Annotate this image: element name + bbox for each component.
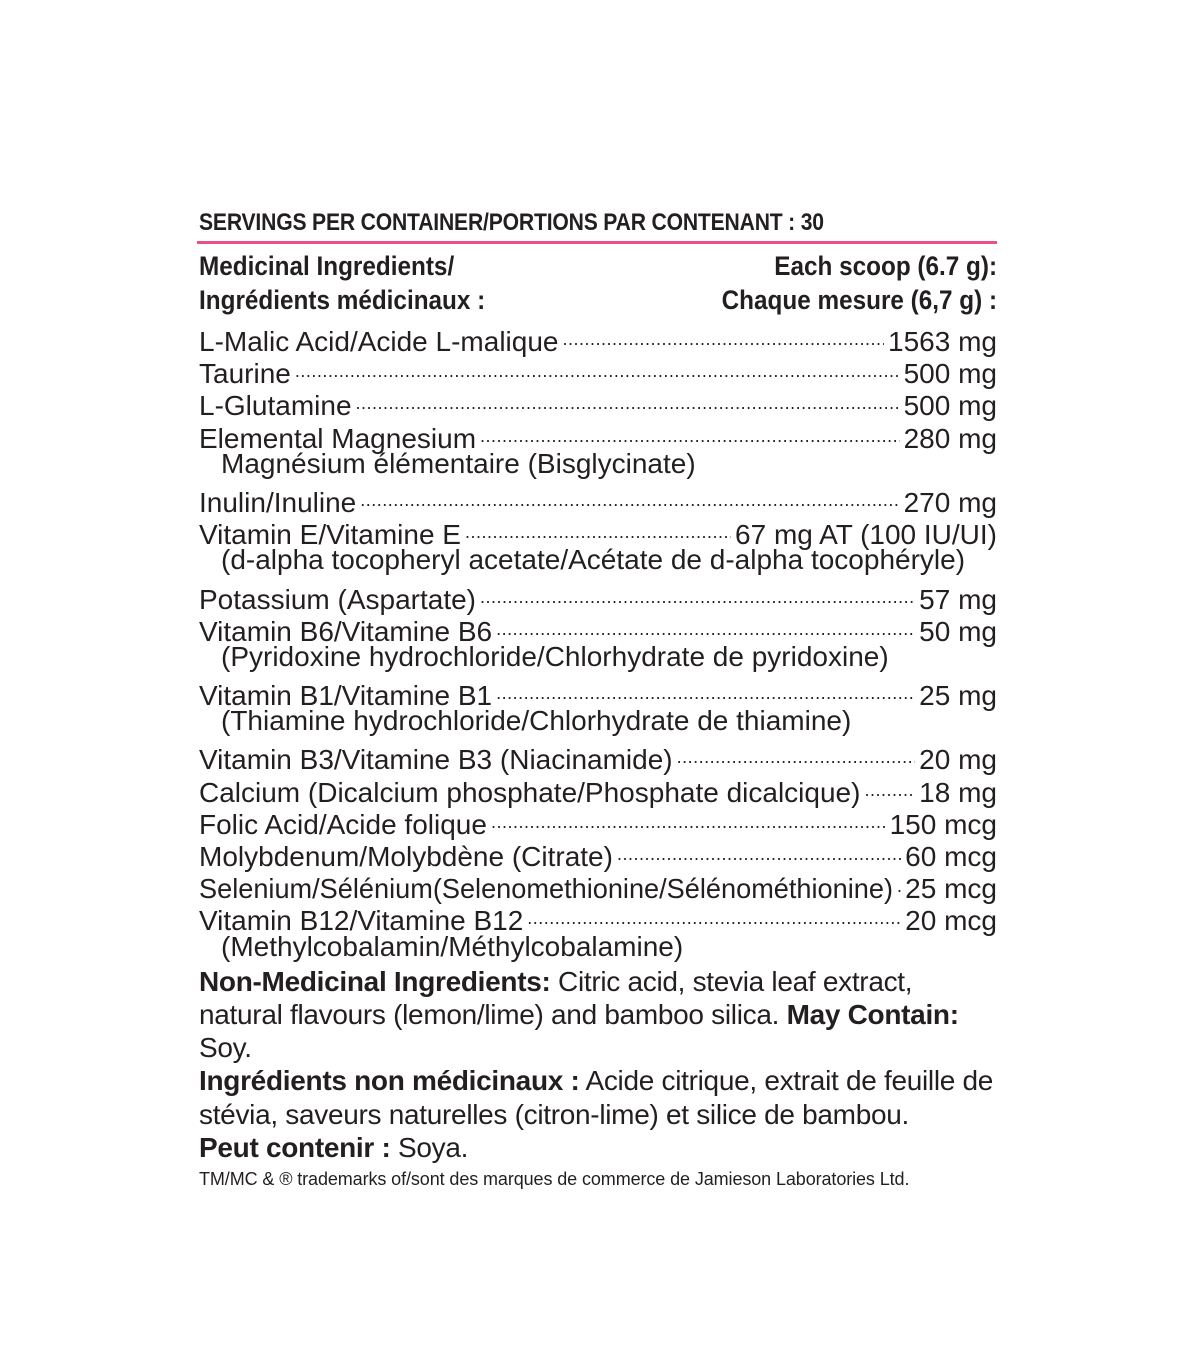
ingredient-name: Vitamin B3/Vitamine B3 (Niacinamide)	[199, 744, 673, 776]
ingredient-list	[199, 319, 997, 963]
ingredient-amount: 57 mg	[919, 583, 997, 615]
may-contain-text: Soy.	[199, 1032, 252, 1064]
ingredient-name: Calcium (Dicalcium phosphate/Phosphate dicalcique)	[199, 776, 861, 808]
dot-leader	[527, 898, 901, 930]
ingredient-name: Elemental Magnesium	[199, 422, 477, 454]
ingredient-amount: 270 mg	[903, 486, 997, 518]
supplement-facts-label	[199, 206, 997, 1192]
header-left	[199, 249, 485, 317]
ingredient-amount: 60 mcg	[905, 841, 997, 872]
dot-leader	[496, 609, 915, 641]
ingredient-row	[199, 383, 997, 422]
ingredient-name: Taurine	[199, 358, 291, 390]
ingredient-row	[199, 577, 997, 615]
ingredient-row	[199, 319, 997, 357]
ingredient-amount: 150 mcg	[889, 808, 997, 840]
ingredient-amount: 20 mg	[919, 744, 997, 776]
ingredient-name: Vitamin B6/Vitamine B6	[199, 615, 493, 647]
ingredient-amount: 500 mg	[903, 390, 997, 422]
dot-leader	[563, 319, 885, 351]
dot-leader	[480, 416, 900, 448]
dot-leader	[496, 673, 915, 705]
trademark-notice: TM/MC & ® trademarks of/sont des marques de commerce de Jamieson Laboratories Ltd.	[199, 1168, 910, 1189]
ingredient-amount: 280 mg	[903, 422, 997, 454]
ingredient-amount: 25 mg	[919, 680, 997, 712]
medicinal-ingredients-heading-fr: Ingrédients médicinaux :	[199, 285, 486, 315]
ingredient-name: Molybdenum/Molybdène (Citrate)	[199, 841, 613, 872]
ingredient-row	[199, 673, 997, 712]
ingredient-source: (Methylcobalamin/Méthylcobalamine)	[221, 930, 684, 962]
dot-leader	[480, 577, 915, 609]
header-right	[722, 249, 997, 317]
ingredient-amount: 500 mg	[903, 358, 997, 390]
ingredient-source: (Thiamine hydrochloride/Chlorhydrate de thiamine)	[221, 705, 852, 737]
non-medicinal-text-en: Citric acid, stevia leaf extract, natural flavours (lemon/lime) and bamboo silica.	[199, 965, 913, 1030]
ingredient-source: Magnésium élémentaire (Bisglycinate)	[221, 447, 696, 479]
dot-leader	[677, 737, 916, 769]
ingredient-row	[199, 480, 997, 518]
ingredient-name: Vitamin B1/Vitamine B1	[199, 680, 493, 712]
ingredient-amount: 67 mg AT (100 IU/UI)	[735, 519, 997, 551]
non-medicinal-label-fr: Ingrédients non médicinaux :	[199, 1065, 580, 1097]
ingredient-name: Folic Acid/Acide folique	[199, 808, 487, 840]
dot-leader	[897, 866, 901, 898]
dot-leader	[295, 351, 900, 383]
ingredient-name: Selenium/Sélénium(Selenomethionine/Sélénométhionine)	[199, 873, 893, 905]
non-medicinal-ingredients	[199, 965, 997, 1164]
ingredient-amount: 25 mcg	[905, 873, 997, 905]
ingredient-name: Vitamin B12/Vitamine B12	[199, 905, 524, 937]
peut-contenir-label: Peut contenir :	[199, 1131, 391, 1163]
ingredient-source: (d-alpha tocopheryl acetate/Acétate de d-alpha tocophéryle)	[221, 544, 966, 576]
serving-size-fr: Chaque mesure (6,7 g) :	[721, 285, 997, 315]
ingredient-name: L-Malic Acid/Acide L-malique	[199, 326, 559, 357]
ingredient-row	[199, 351, 997, 390]
ingredient-row	[199, 737, 997, 776]
dot-leader	[465, 512, 731, 544]
ingredient-source: (Pyridoxine hydrochloride/Chlorhydrate de pyridoxine)	[221, 640, 889, 672]
pink-divider	[197, 241, 997, 244]
dot-leader	[864, 770, 915, 802]
ingredient-name: L-Glutamine	[199, 390, 352, 422]
ingredient-name: Vitamin E/Vitamine E	[199, 519, 461, 551]
dot-leader	[617, 834, 901, 866]
ingredient-name: Potassium (Aspartate)	[199, 583, 476, 615]
ingredient-amount: 50 mg	[919, 615, 997, 647]
ingredients-header	[199, 249, 997, 317]
dot-leader	[360, 480, 899, 512]
servings-per-container: SERVINGS PER CONTAINER/PORTIONS PAR CONTENANT : 30	[199, 209, 824, 236]
non-medicinal-text-fr: Acide citrique, extrait de feuille de stévia, saveurs naturelles (citron-lime) et silice de bambou.	[199, 1065, 994, 1130]
ingredient-amount: 1563 mg	[888, 326, 997, 357]
dot-leader	[356, 383, 900, 415]
ingredient-name: Inulin/Inuline	[199, 486, 357, 518]
may-contain-label: May Contain:	[786, 998, 959, 1030]
medicinal-ingredients-heading-en: Medicinal Ingredients/	[199, 251, 455, 281]
peut-contenir-text: Soya.	[390, 1131, 469, 1163]
ingredient-amount: 18 mg	[919, 776, 997, 808]
non-medicinal-label-en: Non-Medicinal Ingredients:	[199, 965, 551, 997]
dot-leader	[491, 802, 886, 834]
ingredient-amount: 20 mcg	[905, 905, 997, 937]
serving-size-en: Each scoop (6.7 g):	[774, 251, 997, 281]
